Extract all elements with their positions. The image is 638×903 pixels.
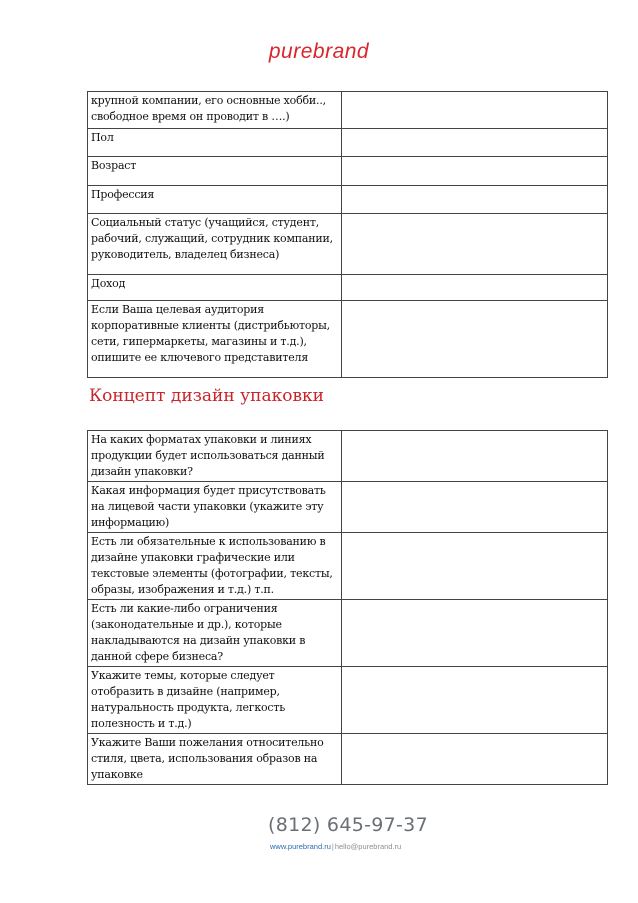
question-cell: Какая информация будет присутствовать на лицевой части упаковки (укажите эту информацию) [88, 482, 342, 533]
question-cell: Есть ли обязательные к использованию в дизайне упаковки графические или текстовые элементы (фотографии, тексты, образы, изображения и т.д.) т.п. [88, 533, 342, 600]
email-link[interactable]: hello@purebrand.ru [334, 842, 402, 851]
phone-number: (812) 645-97-37 [268, 814, 428, 836]
answer-cell[interactable] [342, 734, 608, 785]
question-cell: На каких форматах упаковки и линиях продукции будет использоваться данный дизайн упаковки? [88, 431, 342, 482]
footer-contacts [270, 842, 401, 851]
table-row [88, 214, 608, 275]
table-row [88, 92, 608, 129]
table-row [88, 482, 608, 533]
answer-cell[interactable] [342, 157, 608, 186]
answer-cell[interactable] [342, 275, 608, 301]
question-cell: Пол [88, 129, 342, 157]
table-row [88, 157, 608, 186]
table-row [88, 301, 608, 378]
answer-cell[interactable] [342, 482, 608, 533]
question-cell: Возраст [88, 157, 342, 186]
table-row [88, 186, 608, 214]
table-row [88, 734, 608, 785]
answer-cell[interactable] [342, 92, 608, 129]
question-cell: Профессия [88, 186, 342, 214]
table-row [88, 600, 608, 667]
question-cell: Укажите темы, которые следует отобразить в дизайне (например, натуральность продукта, легкость полезность и т.д.) [88, 667, 342, 734]
question-cell: Доход [88, 275, 342, 301]
question-cell: Социальный статус (учащийся, студент, рабочий, служащий, сотрудник компании, руководитель, владелец бизнеса) [88, 214, 342, 275]
answer-cell[interactable] [342, 600, 608, 667]
section-title: Концепт дизайн упаковки [89, 386, 324, 406]
answer-cell[interactable] [342, 533, 608, 600]
question-cell: Есть ли какие-либо ограничения (законодательные и др.), которые накладываются на дизайн упаковки в данной сфере бизнеса? [88, 600, 342, 667]
website-link[interactable]: www.purebrand.ru [270, 842, 331, 851]
table-row [88, 275, 608, 301]
brand-logo: purebrand [268, 40, 370, 63]
answer-cell[interactable] [342, 214, 608, 275]
packaging-concept-table [87, 430, 608, 785]
table-row [88, 129, 608, 157]
answer-cell[interactable] [342, 186, 608, 214]
question-cell: Укажите Ваши пожелания относительно стиля, цвета, использования образов на упаковке [88, 734, 342, 785]
question-cell: крупной компании, его основные хобби.., свободное время он проводит в ….) [88, 92, 342, 129]
answer-cell[interactable] [342, 129, 608, 157]
table-row [88, 431, 608, 482]
audience-table [87, 91, 608, 378]
table-row [88, 667, 608, 734]
answer-cell[interactable] [342, 667, 608, 734]
answer-cell[interactable] [342, 431, 608, 482]
answer-cell[interactable] [342, 301, 608, 378]
contact-separator: | [331, 842, 334, 851]
table-row [88, 533, 608, 600]
question-cell: Если Ваша целевая аудитория корпоративные клиенты (дистрибьюторы, сети, гипермаркеты, магазины и т.д.), опишите ее ключевого представителя [88, 301, 342, 378]
